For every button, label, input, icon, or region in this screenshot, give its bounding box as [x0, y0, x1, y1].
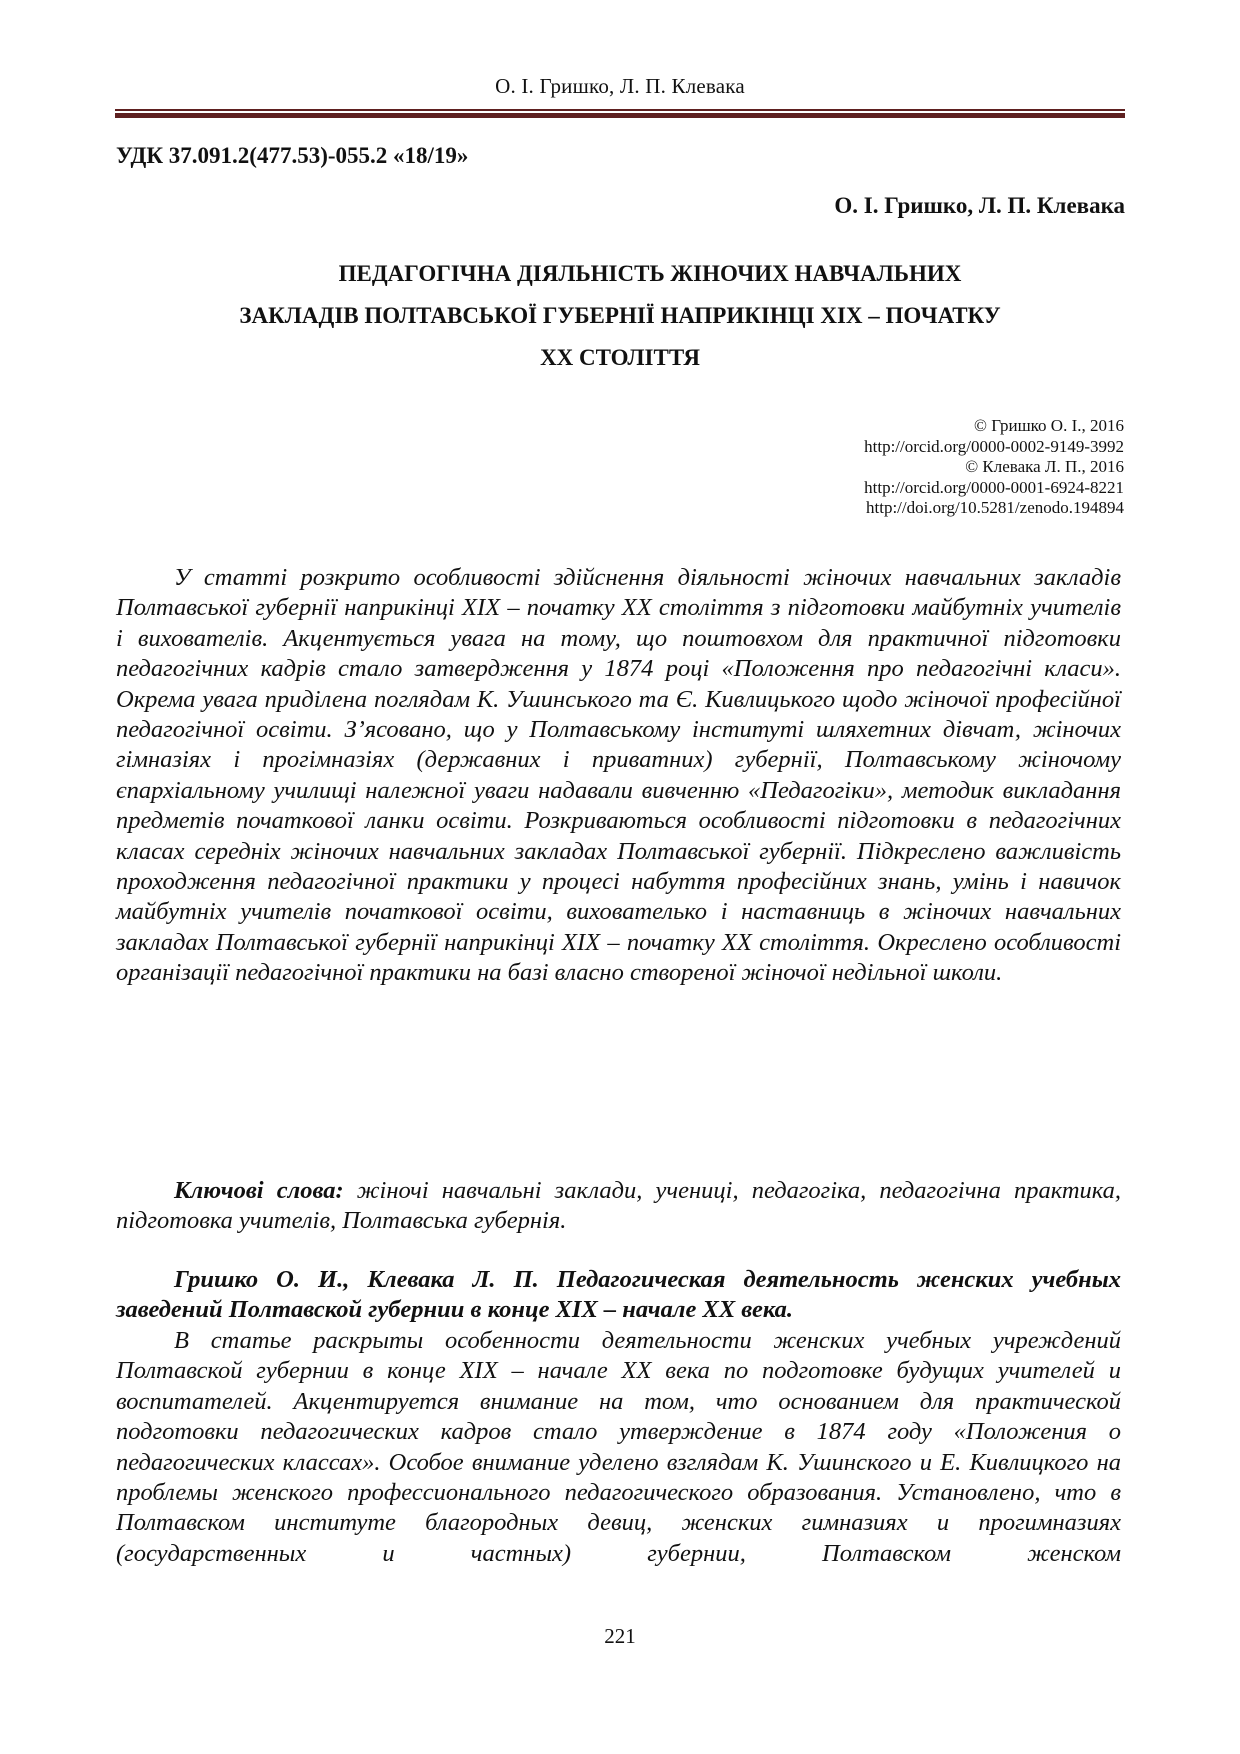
article-meta: [864, 416, 1124, 519]
orcid-link-2[interactable]: http://orcid.org/0000-0001-6924-8221: [864, 477, 1124, 497]
abstract-ukrainian: [116, 563, 1121, 989]
doi-link[interactable]: http://doi.org/10.5281/zenodo.194894: [866, 498, 1124, 517]
ru-title-text: Гришко О. И., Клевака Л. П. Педагогическая деятельность женских учебных заведений Полтавской губернии в конце XIX – начале XX века.: [116, 1266, 1121, 1324]
keywords-text: жіночі навчальні заклади, учениці, педагогіка, педагогічна практика, підготовка учителів, Полтавська губернія.: [116, 1177, 1122, 1235]
udc-code: УДК 37.091.2(477.53)-055.2 «18/19»: [116, 143, 469, 168]
authors: О. І. Гришко, Л. П. Клевака: [834, 193, 1125, 218]
title-line-2: ЗАКЛАДІВ ПОЛТАВСЬКОЇ ГУБЕРНІЇ НАПРИКІНЦІ XIX – ПОЧАТКУ: [239, 303, 1001, 328]
article-title: [115, 253, 1125, 379]
header-rule-thin: [115, 109, 1125, 111]
keywords-label: Ключові слова:: [174, 1177, 344, 1204]
title-line-1: ПЕДАГОГІЧНА ДІЯЛЬНІСТЬ ЖІНОЧИХ НАВЧАЛЬНИХ: [338, 261, 962, 286]
header-rule-thick: [115, 113, 1125, 118]
orcid-link-1[interactable]: http://orcid.org/0000-0002-9149-3992: [864, 436, 1124, 456]
running-header: О. І. Гришко, Л. П. Клевака: [495, 74, 745, 98]
abstract-ru-text: В статье раскрыты особенности деятельности женских учебных учреждений Полтавской губернии в конце XIX – начале XX века по подготовке будущих учителей и воспитателей. Акцентируется внимание на том, что основанием для практической подготовки педагогических кадров стало утверждение в 1874 году «Положения о педагогических классах». Особое внимание уделено взглядам К. Ушинского и Е. Кивлицкого на проблемы женского профессионального педагогического образования. Установлено, что в Полтавском институте благородных девиц, женских гимназиях и прогимназиях (государственных и частных) губернии, Полтавском женском: [116, 1327, 1121, 1567]
abstract-uk-text: У статті розкрито особливості здійснення діяльності жіночих навчальних закладів Полтавської губернії наприкінці XIX – початку XX століття з підготовки майбутніх учителів і вихователів. Акцентується увага на тому, що поштовхом для практичної підготовки педагогічних кадрів стало затвердження у 1874 році «Положення про педагогічні класи». Окрема увага приділена поглядам К. Ушинського та Є. Кивлицького щодо жіночої професійної педагогічної освіти. З’ясовано, що у Полтавському інституті шляхетних дівчат, жіночих гімназіях і прогімназіях (державних і приватних) губернії, Полтавському жіночому єпархіальному училищі належної уваги надавали вивченню «Педагогіки», методик викладання предметів початкової ланки освіти. Розкриваються особливості підготовки в педагогічних класах середніх жіночих навчальних закладах Полтавської губернії. Підкреслено важливість проходження педагогічної практики у процесі набуття професійних знань, умінь і навичок майбутніх учителів початкової освіти, вихователько і наставниць в жіночих навчальних закладах Полтавської губернії наприкінці XIX – початку XX століття. Окреслено особливості організації педагогічної практики на базі власно створеної жіночої недільної школи.: [116, 564, 1121, 987]
copyright-1: © Гришко О. І., 2016: [974, 416, 1124, 435]
page-number: 221: [604, 1624, 636, 1648]
title-line-3: XX СТОЛІТТЯ: [540, 345, 700, 370]
russian-title: [116, 1265, 1121, 1326]
keywords: [116, 1176, 1121, 1237]
abstract-russian: [116, 1326, 1121, 1569]
copyright-2: © Клевака Л. П., 2016: [965, 457, 1124, 476]
